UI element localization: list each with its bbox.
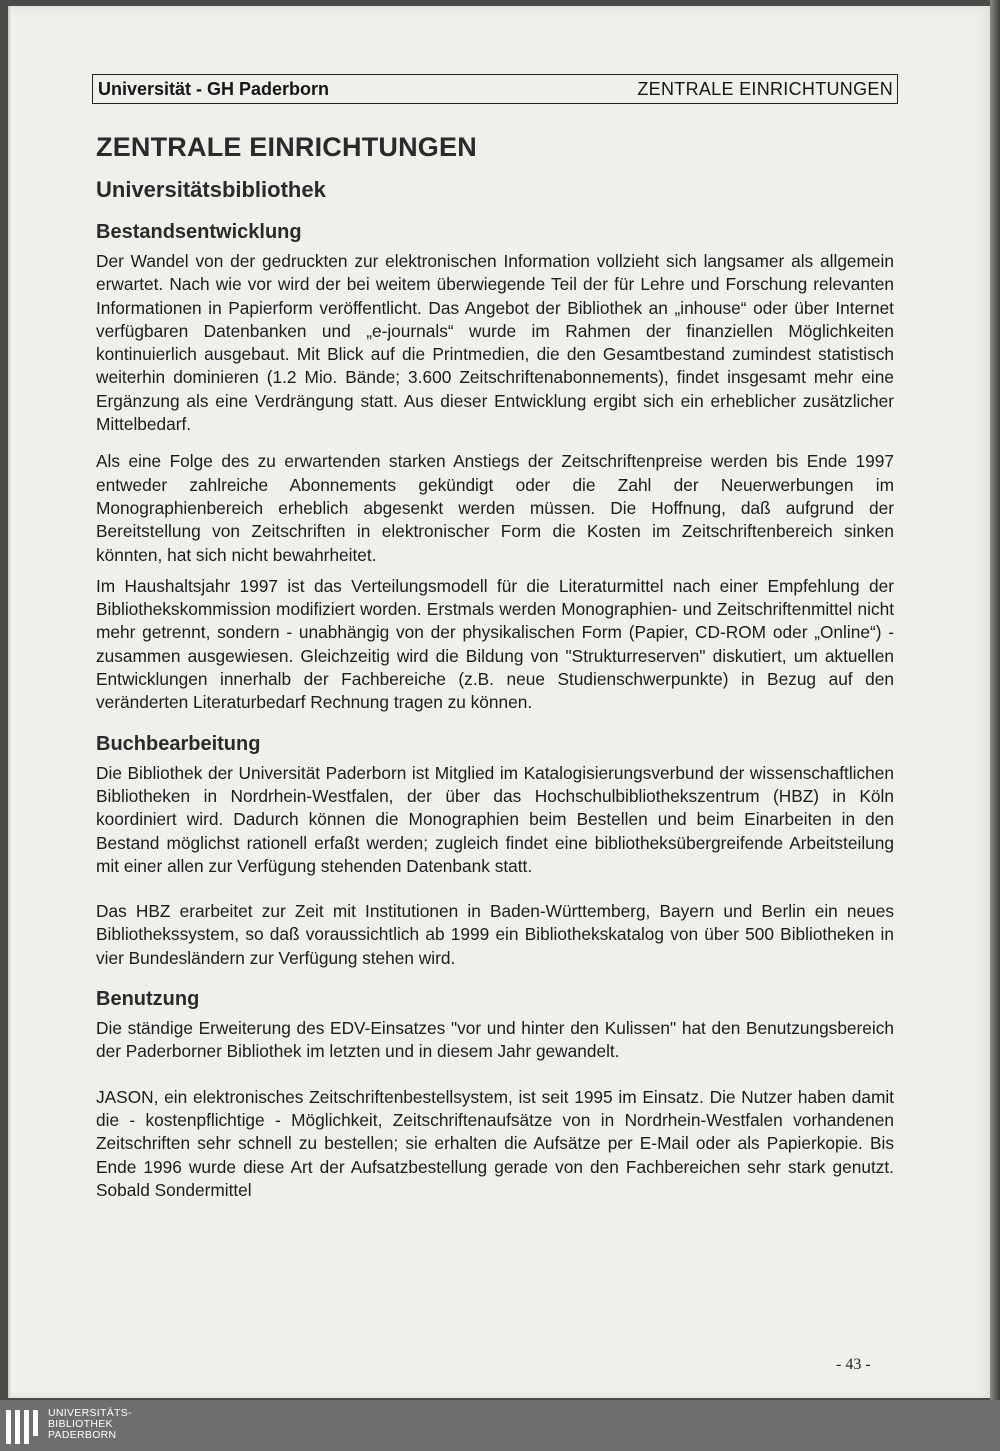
library-footer [0,1400,1000,1451]
paragraph: Der Wandel von der gedruckten zur elektronischen Information vollzieht sich langsamer als allgemein erwartet. Nach wie vor wird der bei weitem überwiegende Teil der für Lehre und Forschung relevanten Informationen in Papierform veröffentlicht. Das Angebot der Bibliothek an „inhouse“ oder über Internet verfügbaren Datenbanken und „e-journals“ wurde im Rahmen der finanziellen Möglichkeiten kontinuierlich ausgebaut. Mit Blick auf die Printmedien, die den Gesamtbestand zumindest statistisch weiterhin dominieren (1.2 Mio. Bände; 3.600 Zeitschriftenabonnements), findet insgesamt mehr eine Ergänzung als eine Verdrängung statt. Aus dieser Entwicklung ergibt sich ein erheblicher zusätzlicher Mittelbedarf. [96,251,894,435]
logo-line-2: BIBLIOTHEK [48,1418,113,1430]
paragraph: Als eine Folge des zu erwartenden starken Anstiegs der Zeitschriftenpreise werden bis Ende 1997 entweder zahlreiche Abonnements gekündigt oder die Zahl der Neuerwerbungen im Monographienbereich erheblich abgesenkt werden müssen. Die Hoffnung, daß aufgrund der Bereitstellung von Zeitschriften in elektronischer Form die Kosten im Zeitschriftenbereich sinken könnten, hat sich nicht bewahrheitet. [96,451,894,565]
running-head [92,74,898,104]
logo-line-3: PADERBORN [48,1429,117,1441]
page-content [96,132,894,1202]
logo-text [48,1408,132,1441]
paragraph: Die ständige Erweiterung des EDV-Einsatzes "vor und hinter den Kulissen" hat den Benutzungsbereich der Paderborner Bibliothek im letzten und in diesem Jahr gewandelt. [96,1018,894,1062]
page-number: - 43 - [836,1356,871,1373]
running-head-left: Universität - GH Paderborn [98,78,330,99]
section-heading-buchbearbeitung: Buchbearbeitung [96,732,261,755]
page-subtitle: Universitätsbibliothek [96,177,326,202]
document-page [8,6,992,1398]
logo-bars-icon [6,1410,38,1444]
logo-line-1: UNIVERSITÄTS- [48,1407,132,1419]
paragraph: Im Haushaltsjahr 1997 ist das Verteilungsmodell für die Literaturmittel nach einer Empfehlung der Bibliothekskommission modifiziert worden. Erstmals werden Monographien- und Zeitschriftenmittel nicht mehr getrennt, sondern - unabhängig von der physikalischen Form (Papier, CD-ROM oder „Online“) - zusammen ausgewiesen. Gleichzeitig wird die Bildung von "Strukturreserven" diskutiert, um aktuellen Entwicklungen innerhalb der Fachbereiche (z.B. neue Studienschwerpunkte) in Bezug auf den veränderten Literaturbedarf Rechnung tragen zu können. [96,575,894,713]
paragraph: JASON, ein elektronisches Zeitschriftenbestellsystem, ist seit 1995 im Einsatz. Die Nutzer haben damit die - kostenpflichtige - Möglichkeit, Zeitschriftenaufsätze von in Nordrhein-Westfalen vorhandenen Zeitschriften sehr schnell zu bestellen; sie erhalten die Aufsätze per E-Mail oder als Papierkopie. Bis Ende 1996 wurde diese Art der Aufsatzbestellung gerade von den Fachbereichen sehr stark genutzt. Sobald Sondermittel [96,1086,894,1200]
paragraph: Das HBZ erarbeitet zur Zeit mit Institutionen in Baden-Württemberg, Bayern und Berlin ein neues Bibliothekssystem, so daß voraussichtlich ab 1999 ein Bibliothekskatalog von über 500 Bibliotheken in vier Bundesländern zur Verfügung stehen wird. [96,901,894,968]
section-heading-bestandsentwicklung: Bestandsentwicklung [96,221,302,243]
paragraph: Die Bibliothek der Universität Paderborn ist Mitglied im Katalogisierungsverbund der wissenschaftlichen Bibliotheken in Nordrhein-Westfalen, der über das Hochschulbibliothekszentrum (HBZ) in Köln koordiniert wird. Dadurch können die Monographien beim Bestellen und beim Einarbeiten in den Bestand möglichst rationell erfaßt werden; zugleich findet eine bibliotheksübergreifende Arbeitsteilung mit einer allen zur Verfügung stehenden Datenbank statt. [96,762,894,876]
section-heading-benutzung: Benutzung [96,988,200,1011]
library-logo [6,1408,132,1442]
page-title: ZENTRALE EINRICHTUNGEN [96,132,477,162]
page-edge-shadow [990,0,1000,1400]
running-head-right: ZENTRALE EINRICHTUNGEN [637,78,893,99]
